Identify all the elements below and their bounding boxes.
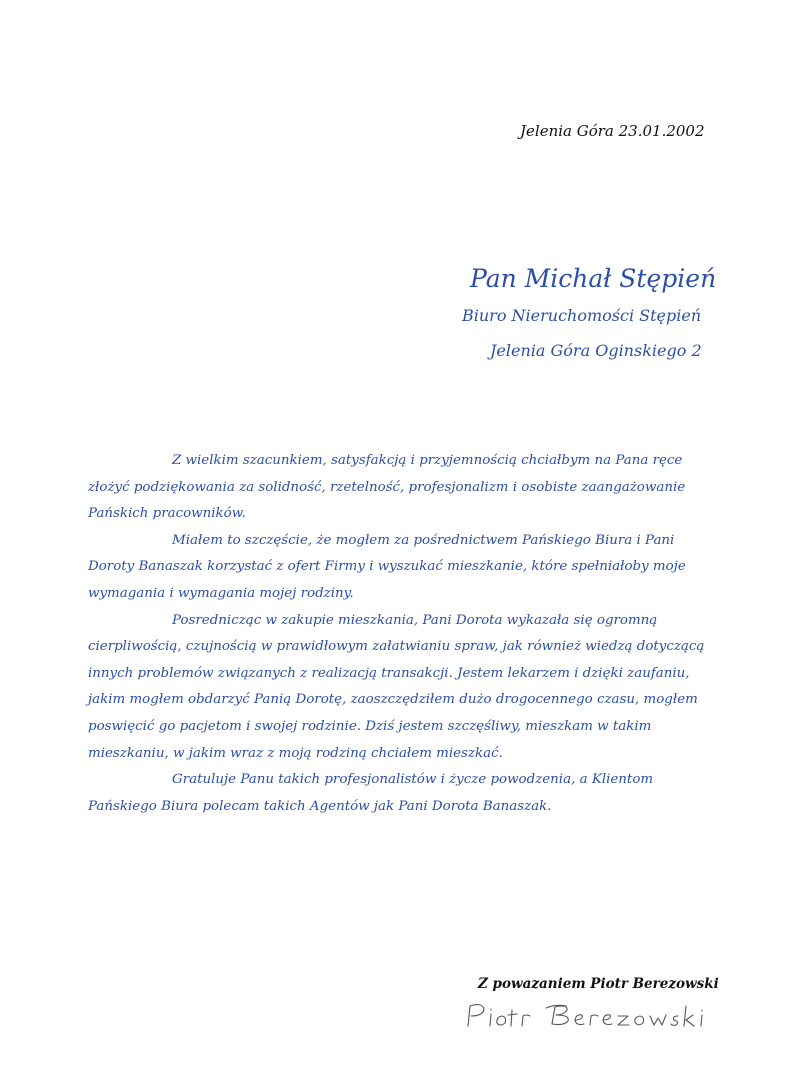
body-paragraph: Posrednicząc w zakupie mieszkania, Pani Dorota wykazała się ogromną cierpliwością, czujnością w prawidłowym załatwianiu spraw, jak również wiedzą dotyczącą innych problemów związanych z realizacją transakcji. Jestem lekarzem i dzięki zaufaniu, jakim mogłem obdarzyć Panią Dorotę, zaoszczędziłem dużo drogocennego czasu, mogłem poswięcić go pacjetom i swojej rodzinie. Dziś jestem szczęśliwy, mieszkam w takim mieszkaniu, w jakim wraz z moją rodziną chciałem mieszkać.: [88, 612, 705, 761]
handwritten-signature: [460, 998, 750, 1034]
body-paragraph: Gratuluje Panu takich profesjonalistów i życze powodzenia, a Klientom Pańskiego Biura polecam takich Agentów jak Pani Dorota Banaszak.: [88, 772, 654, 814]
recipient-name: Pan Michał Stępień: [470, 264, 717, 293]
letter-body: [88, 448, 708, 820]
letter-date: Jelenia Góra 23.01.2002: [520, 122, 705, 140]
body-paragraph: Z wielkim szacunkiem, satysfakcją i przyjemnością chciałbym na Pana ręce złożyć podziękowania za solidność, rzetelność, profesjonalizm i osobiste zaangażowanie Pańskich pracowników.: [88, 453, 686, 522]
body-paragraph: Miałem to szczęście, że mogłem za pośrednictwem Pańskiego Biura i Pani Doroty Banaszak korzystać z ofert Firmy i wyszukać mieszkanie, które spełniałoby moje wymagania i wymagania mojej rodziny.: [88, 532, 686, 601]
recipient-company: Biuro Nieruchomości Stępień: [462, 306, 702, 325]
closing-line: Z powazaniem Piotr Berezowski: [478, 976, 719, 992]
recipient-address: Jelenia Góra Oginskiego 2: [490, 341, 702, 360]
